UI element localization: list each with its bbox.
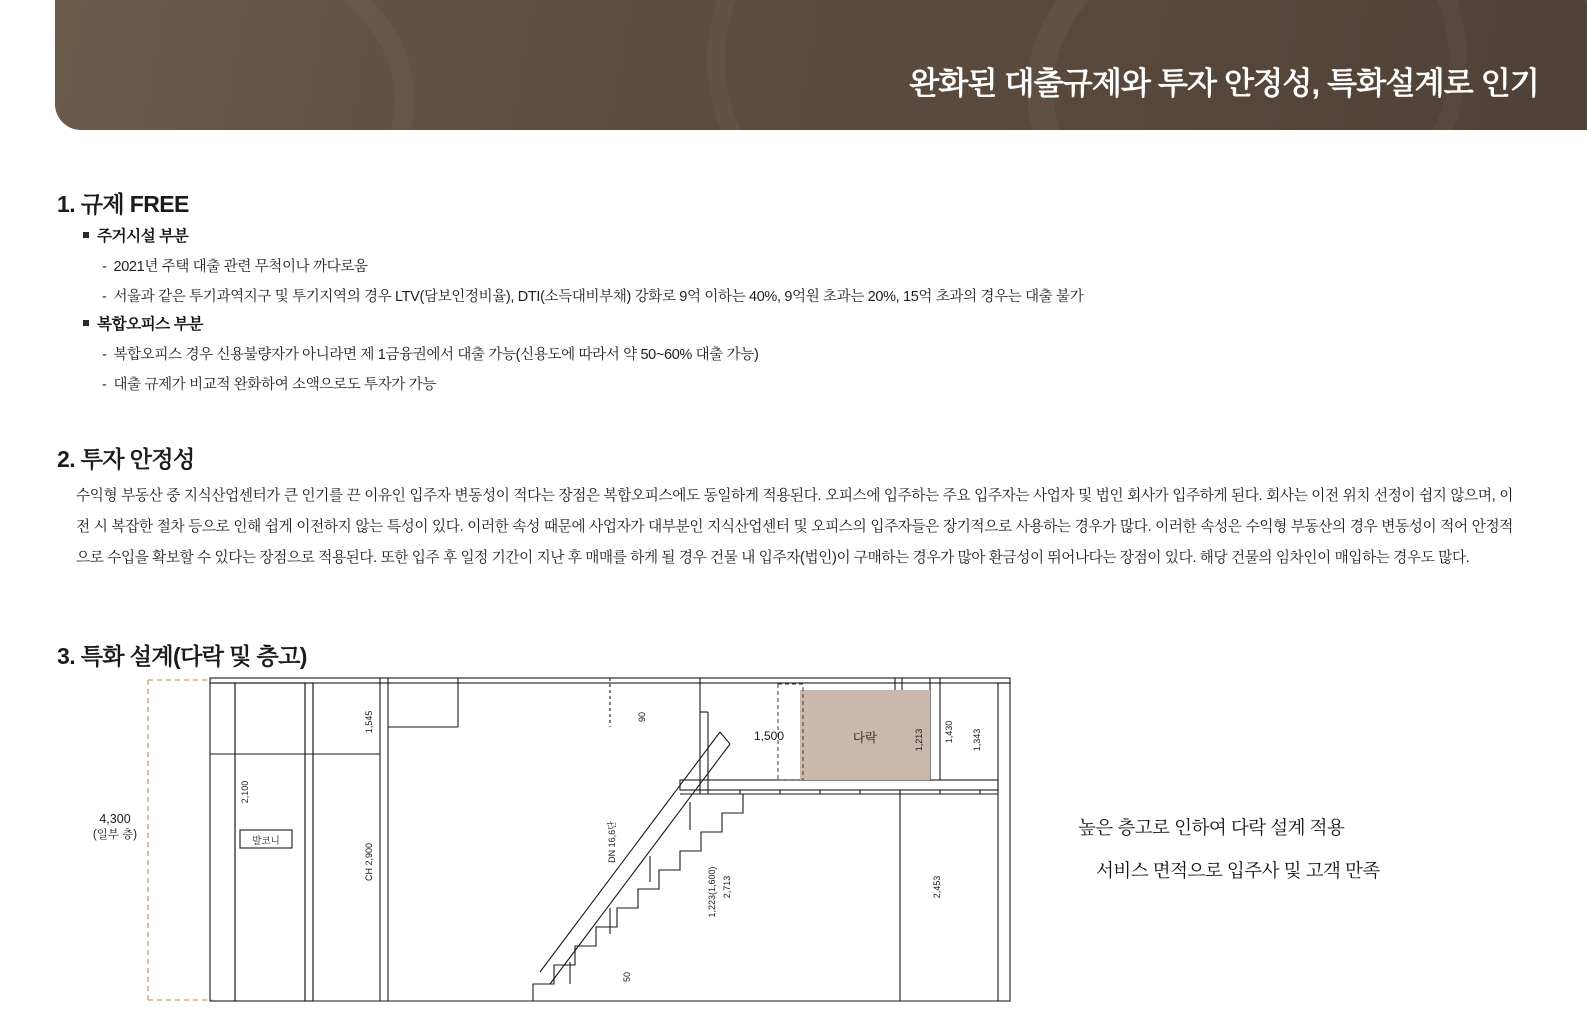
loft-width-label: 1,500 — [753, 729, 784, 743]
section-1-heading: 1. 규제 FREE — [57, 191, 189, 217]
dim-ch2900: CH 2,900 — [364, 842, 374, 882]
section-1-group-1-item-2: - 서울과 같은 투기과역지구 및 투기지역의 경우 LTV(담보인정비율), DTI(소득대비부채) 강화로 9억 이하는 40%, 9억원 초과는 20%, 15억 초과의 경우는 대출 불가 — [102, 285, 1083, 306]
caption-line-2: 서비스 면적으로 입주사 및 고객 만족 — [1096, 860, 1380, 881]
dim-1343: 1,343 — [972, 728, 982, 752]
left-height-value: 4,300 — [99, 812, 131, 826]
loft-label: 다락 — [852, 731, 878, 745]
section-1-group-2-bullet: 복합오피스 부분 — [83, 312, 203, 334]
section-1-group-2-item-2: - 대출 규제가 비교적 완화하여 소액으로도 투자가 가능 — [102, 373, 436, 394]
dim-1213: 1,213 — [914, 728, 924, 752]
dim-90: 90 — [637, 711, 647, 723]
balcony-label: 발코니 — [252, 836, 280, 847]
section-3-heading: 3. 특화 설계(다락 및 층고) — [57, 643, 307, 669]
dim-1545: 1,545 — [364, 710, 374, 734]
dim-50: 50 — [622, 971, 632, 983]
caption-line-1: 높은 층고로 인하여 다락 설계 적용 — [1078, 817, 1345, 838]
architectural-section-drawing — [92, 672, 1020, 1002]
section-1-group-1-item-1: - 2021년 주택 대출 관련 무척이나 까다로움 — [102, 255, 368, 276]
dim-2713: 2,713 — [722, 875, 732, 899]
dim-wall-vertical: 2,100 — [240, 780, 250, 804]
section-1-group-2-item-1: - 복합오피스 경우 신용불량자가 아니라면 제 1금융권에서 대출 가능(신용도에 따라서 약 50~60% 대출 가능) — [102, 343, 758, 364]
section-2-heading: 2. 투자 안정성 — [57, 446, 195, 472]
page-title: 완화된 대출규제와 투자 안정성, 특화설계로 인기 — [909, 66, 1539, 101]
dim-2453: 2,453 — [932, 875, 942, 899]
dim-1223: 1,223(1,600) — [707, 866, 717, 918]
header-banner — [55, 0, 1587, 130]
left-height-note: (일부 층) — [92, 829, 138, 841]
dim-stair: DN 16,6단 — [607, 821, 617, 863]
left-height-dimension — [70, 812, 160, 842]
banner-swirl-decoration-3-icon — [55, 0, 415, 130]
section-1-group-1-bullet: 주거시설 부분 — [83, 224, 188, 246]
section-2-paragraph: 수익형 부동산 중 지식산업센터가 큰 인기를 끈 이유인 입주자 변동성이 적다는 장점은 복합오피스에도 동일하게 적용된다. 오피스에 입주하는 주요 입주자는 사업자 및 법인 회사가 입주하게 된다. 회사는 이전 위치 선정이 쉽지 않으며, 이전 시 복잡한 절차 등으로 인해 쉽게 이전하지 않는 특성이 있다. 이러한 속성 때문에 사업자가 대부분인 지식산업센터 및 오피스의 입주자들은 장기적으로 사용하는 경우가 많다. 이러한 속성은 수익형 부동산의 경우 변동성이 적어 안정적으로 수입을 확보할 수 있다는 장점으로 적용된다. 또한 입주 후 일정 기간이 지난 후 매매를 하게 될 경우 건물 내 입주자(법인)이 구매하는 경우가 많아 환금성이 뛰어나다는 장점이 있다. 해당 건물의 임차인이 매입하는 경우도 많다. — [76, 488, 1513, 566]
dim-1430: 1,430 — [944, 720, 954, 744]
